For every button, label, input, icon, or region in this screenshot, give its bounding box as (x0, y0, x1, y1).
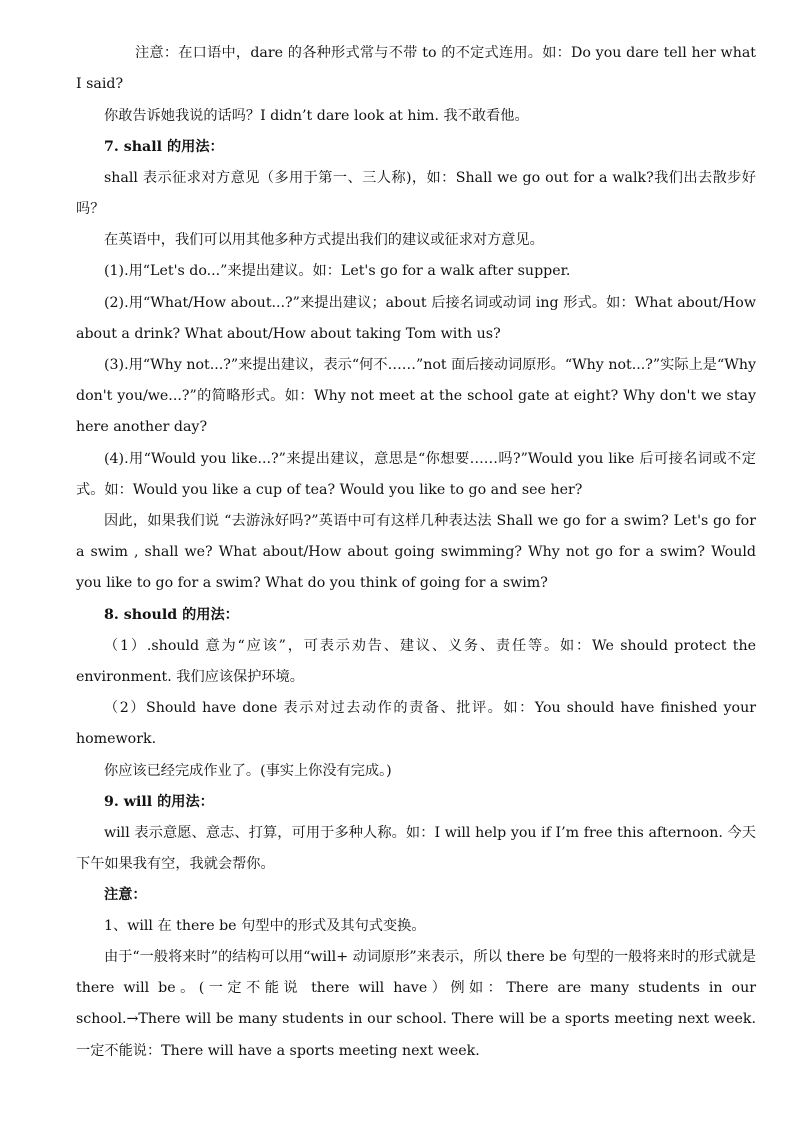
there-will-be-paragraph: 由于“一般将来时”的结构可以用“will+ 动词原形”来表示，所以 there be 句型的一般将来时的形式就是 there will be。(一定不能说 there will have）例如：There are many students in our school.→There will be many students in our school. There will be a sports meeting next week.一定不能说：There will have a sports meeting next week. (76, 949, 756, 1059)
should-translation-paragraph: 你应该已经完成作业了。(事实上你没有完成。) (104, 763, 392, 779)
heading-will: 9. will 的用法： (104, 794, 214, 810)
there-be-point-paragraph: 1、will 在 there be 句型中的形式及其句式变换。 (104, 918, 426, 934)
heading-should: 8. should 的用法： (104, 607, 239, 623)
should-have-done-paragraph: （2）Should have done 表示对过去动作的责备、批评。如：You should have finished your homework. (76, 700, 756, 748)
should-advice-paragraph: （1）.should 意为“应该”，可表示劝告、建议、义务、责任等。如：We should protect the environment. 我们应该保护环境。 (76, 638, 756, 686)
would-you-like-paragraph: (4).用“Would you like...?”来提出建议，意思是“你想要……吗?”Would you like 后可接名词或不定式。如：Would you like a cup of tea? Would you like to go and see her? (76, 451, 756, 499)
heading-note: 注意： (104, 887, 147, 903)
heading-shall: 7. shall 的用法： (104, 139, 224, 155)
suggestion-intro-paragraph: 在英语中，我们可以用其他多种方式提出我们的建议或征求对方意见。 (104, 232, 544, 248)
dare-example-paragraph: 你敢告诉她我说的话吗？I didn’t dare look at him. 我不敢看他。 (104, 108, 529, 124)
lets-do-paragraph: (1).用“Let's do...”来提出建议。如：Let's go for a walk after supper. (104, 263, 571, 279)
shall-usage-paragraph: shall 表示征求对方意见（多用于第一、三人称)，如：Shall we go out for a walk?我们出去散步好吗？ (76, 170, 756, 218)
what-about-paragraph: (2).用“What/How about...?”来提出建议；about 后接名词或动词 ing 形式。如：What about/How about a drink? What about/How about taking Tom with us? (76, 295, 756, 343)
will-usage-paragraph: will 表示意愿、意志、打算，可用于多种人称。如：I will help you if I’m free this afternoon. 今天下午如果我有空，我就会帮你。 (76, 825, 756, 873)
note-dare-paragraph: 注意：在口语中，dare 的各种形式常与不带 to 的不定式连用。如：Do you dare tell her what I said? (76, 45, 756, 93)
why-not-paragraph: (3).用“Why not...?”来提出建议，表示“何不……”not 面后接动词原形。“Why not...?”实际上是“Why don't you/we...?”的简略形式。如：Why not meet at the school gate at eight? Why don't we stay here another day? (76, 357, 756, 436)
swim-examples-paragraph: 因此，如果我们说 “去游泳好吗?”英语中可有这样几种表达法 Shall we go for a swim? Let's go for a swim , shall we? What about/How about going swimming? Why not go for a swim? Would you like to go for a swim? What do you think of going for a swim? (76, 513, 756, 592)
